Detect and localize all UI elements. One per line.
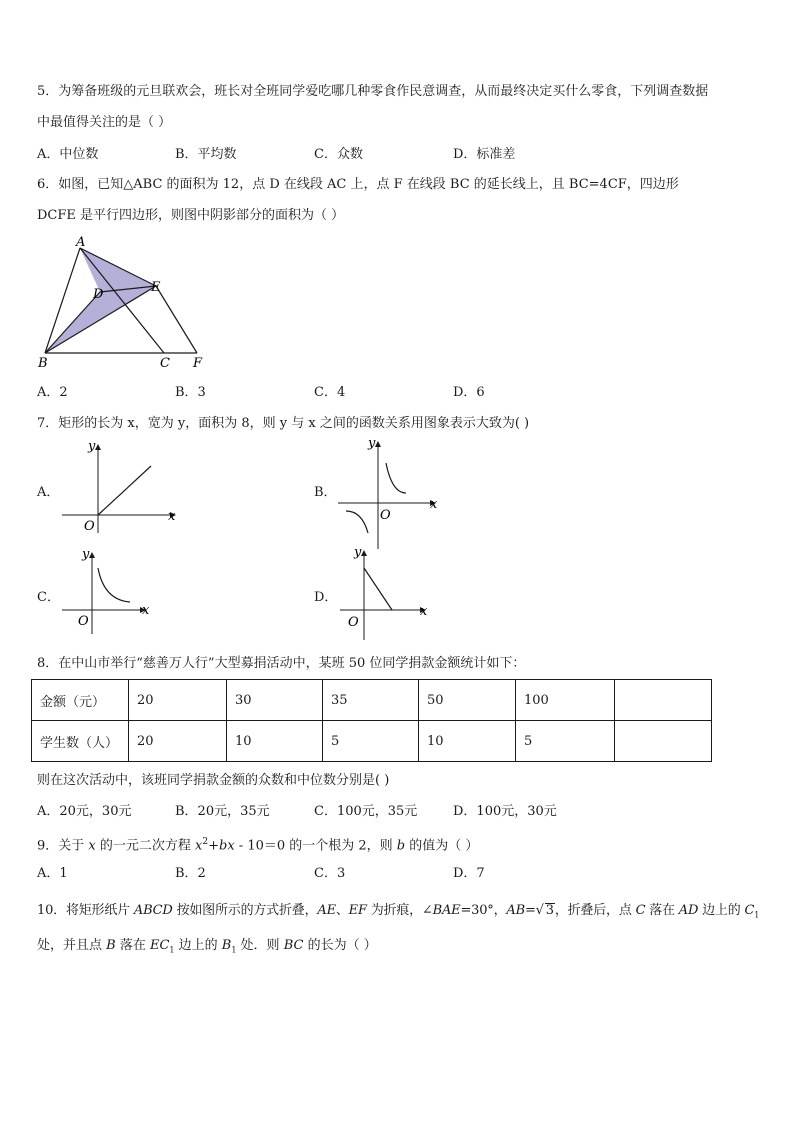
q6-segment-ef bbox=[156, 286, 197, 353]
q7-graph-a bbox=[58, 436, 183, 536]
table-cell: 10 bbox=[419, 721, 516, 762]
q7-stem: 7．矩形的长为 x，宽为 y，面积为 8，则 y 与 x 之间的函数关系用图象表示大致为( ) bbox=[37, 416, 530, 431]
q10-ab: AB bbox=[506, 903, 525, 918]
table-cell: 5 bbox=[516, 721, 615, 762]
q7a-x-label: x bbox=[168, 509, 176, 524]
q7-graph-b bbox=[334, 433, 444, 551]
q8-donation-table bbox=[31, 679, 712, 762]
q10-text: ，折叠后，点 bbox=[554, 903, 636, 918]
q6-figure bbox=[30, 236, 220, 376]
table-row bbox=[32, 680, 712, 721]
q8-option-b: B．20元，35元 bbox=[175, 804, 270, 819]
q10-sqrt-radicand: 3 bbox=[545, 903, 554, 918]
q10-c1-sub: 1 bbox=[754, 910, 760, 920]
q10-ef: EF bbox=[348, 903, 367, 918]
q6-stem-line2: DCFE 是平行四边形，则图中阴影部分的面积为（ ） bbox=[37, 208, 345, 223]
table-cell: 100 bbox=[516, 680, 615, 721]
table-cell: 20 bbox=[129, 721, 227, 762]
q5-option-c: C．众数 bbox=[314, 147, 363, 162]
q10-stem-line1 bbox=[37, 902, 759, 925]
q7a-curve bbox=[98, 466, 151, 515]
q7c-curve bbox=[98, 568, 130, 602]
table-cell: 20 bbox=[129, 680, 227, 721]
q9-text: 9．关于 bbox=[37, 838, 89, 854]
q9-option-d: D．7 bbox=[453, 866, 485, 881]
q9-text: 的一元二次方程 bbox=[95, 838, 196, 854]
q6-shaded-triangle-ade bbox=[80, 248, 156, 292]
q6-label-f: F bbox=[193, 356, 203, 371]
q6-label-a: A bbox=[76, 236, 86, 250]
q10-ec1-sub: 1 bbox=[169, 945, 175, 955]
q5-option-d: D．标准差 bbox=[453, 147, 516, 162]
q7-option-b-label: B． bbox=[314, 485, 337, 500]
q9-eq-exponent: 2 bbox=[202, 837, 209, 847]
q7-option-a-label: A． bbox=[37, 485, 60, 500]
q5-option-b: B．平均数 bbox=[175, 147, 237, 162]
q10-b1: B bbox=[221, 938, 232, 953]
table-cell: 金额（元） bbox=[32, 680, 129, 721]
q9-stem bbox=[37, 833, 478, 855]
q10-text: 10．将矩形纸片 bbox=[37, 903, 134, 918]
q9-var-x: x bbox=[88, 838, 96, 854]
q10-text: 的长为（ ） bbox=[303, 938, 377, 953]
q7b-curve-quadrant1 bbox=[386, 463, 406, 493]
q7d-y-label: y bbox=[354, 545, 362, 560]
q9-var-b: b bbox=[396, 838, 406, 854]
table-cell: 35 bbox=[323, 680, 419, 721]
q9-text: 的值为（ ） bbox=[405, 838, 479, 854]
q7c-y-arrow bbox=[89, 552, 95, 558]
table-cell bbox=[615, 721, 712, 762]
q10-text: 处．则 bbox=[236, 938, 284, 953]
q7a-origin-label: O bbox=[84, 519, 95, 534]
q6-option-a: A．2 bbox=[37, 385, 68, 400]
q5-option-a: A．中位数 bbox=[37, 147, 99, 162]
q10-abcd: ABCD bbox=[133, 903, 173, 918]
q9-option-b: B．2 bbox=[175, 866, 206, 881]
q10-stem-line2 bbox=[37, 937, 377, 960]
q10-bc: BC bbox=[283, 938, 304, 953]
q6-label-e: E bbox=[151, 280, 161, 295]
q7d-origin-label: O bbox=[348, 615, 359, 630]
q6-option-c: C．4 bbox=[314, 385, 346, 400]
q7c-y-label: y bbox=[82, 547, 90, 562]
q8-option-c: C．100元，35元 bbox=[314, 804, 418, 819]
q6-option-b: B．3 bbox=[175, 385, 206, 400]
q10-text: 边上的 bbox=[698, 903, 745, 918]
q7d-curve bbox=[364, 568, 392, 610]
q8-option-d: D．100元，30元 bbox=[453, 804, 557, 819]
q10-c1: C bbox=[744, 903, 755, 918]
q6-label-b: B bbox=[38, 356, 48, 371]
q7d-x-label: x bbox=[420, 604, 428, 619]
table-cell: 10 bbox=[227, 721, 323, 762]
q9-eq-bx: bx bbox=[219, 838, 235, 854]
q7-option-d-label: D． bbox=[314, 590, 338, 605]
q10-b1-sub: 1 bbox=[231, 945, 237, 955]
q10-ec1: EC bbox=[149, 938, 170, 953]
q10-sep: 、 bbox=[335, 903, 349, 918]
q10-bae: BAE bbox=[432, 903, 461, 918]
q10-ae: AE bbox=[317, 903, 336, 918]
q7b-x-label: x bbox=[430, 497, 438, 512]
q10-ad: AD bbox=[678, 903, 699, 918]
table-cell bbox=[615, 680, 712, 721]
q8-question: 则在这次活动中，该班同学捐款金额的众数和中位数分别是( ) bbox=[37, 773, 390, 788]
q7c-x-label: x bbox=[142, 603, 150, 618]
q9-option-a: A．1 bbox=[37, 866, 68, 881]
q7b-y-label: y bbox=[368, 436, 376, 451]
q5-stem-line1: 5．为筹备班级的元旦联欢会，班长对全班同学爱吃哪几种零食作民意调查，从而最终决定买什么零食，下列调查数据 bbox=[37, 84, 709, 99]
q7b-curve-quadrant3 bbox=[346, 511, 368, 533]
q7b-origin-label: O bbox=[380, 508, 391, 523]
q7-option-c-label: C． bbox=[37, 590, 60, 605]
table-cell: 5 bbox=[323, 721, 419, 762]
table-row bbox=[32, 721, 712, 762]
table-cell: 50 bbox=[419, 680, 516, 721]
q6-option-d: D．6 bbox=[453, 385, 485, 400]
q7-graph-d bbox=[336, 542, 436, 642]
q9-eq-plus: + bbox=[208, 838, 219, 854]
q10-text: 落在 bbox=[115, 938, 150, 953]
q6-label-c: C bbox=[160, 356, 170, 371]
q10-b: B bbox=[106, 938, 116, 953]
q9-option-c: C．3 bbox=[314, 866, 346, 881]
q6-label-d: D bbox=[93, 287, 104, 302]
q5-stem-line2: 中最值得关注的是（ ） bbox=[37, 115, 172, 130]
q8-stem: 8．在中山市举行“慈善万人行”大型募捐活动中，某班 50 位同学捐款金额统计如下： bbox=[37, 656, 526, 671]
q10-text: 边上的 bbox=[174, 938, 222, 953]
q7a-y-arrow bbox=[95, 444, 101, 450]
q10-text: 按如图所示的方式折叠， bbox=[172, 903, 318, 918]
table-cell: 学生数（人） bbox=[32, 721, 129, 762]
q10-text: 落在 bbox=[645, 903, 679, 918]
table-cell: 30 bbox=[227, 680, 323, 721]
q10-c: C bbox=[635, 903, 646, 918]
q10-text: 处，并且点 bbox=[37, 938, 107, 953]
q7d-y-arrow bbox=[361, 550, 367, 556]
q8-option-a: A．20元，30元 bbox=[37, 804, 132, 819]
q7a-y-label: y bbox=[88, 439, 96, 454]
q7-graph-c bbox=[58, 544, 158, 636]
q10-text: 为折痕，∠ bbox=[366, 903, 433, 918]
q10-text: = bbox=[524, 903, 536, 918]
q7c-origin-label: O bbox=[78, 614, 89, 629]
sqrt-sign: √ bbox=[535, 903, 544, 918]
q6-stem-line1: 6．如图，已知△ABC 的面积为 12，点 D 在线段 AC 上，点 F 在线段 BC 的延长线上，且 BC=4CF，四边形 bbox=[37, 177, 679, 192]
q7b-y-arrow bbox=[375, 441, 381, 447]
q10-text: =30°， bbox=[460, 903, 507, 918]
q9-eq-x: x bbox=[195, 838, 203, 854]
q9-text: - 10＝0 的一个根为 2，则 bbox=[234, 838, 397, 854]
